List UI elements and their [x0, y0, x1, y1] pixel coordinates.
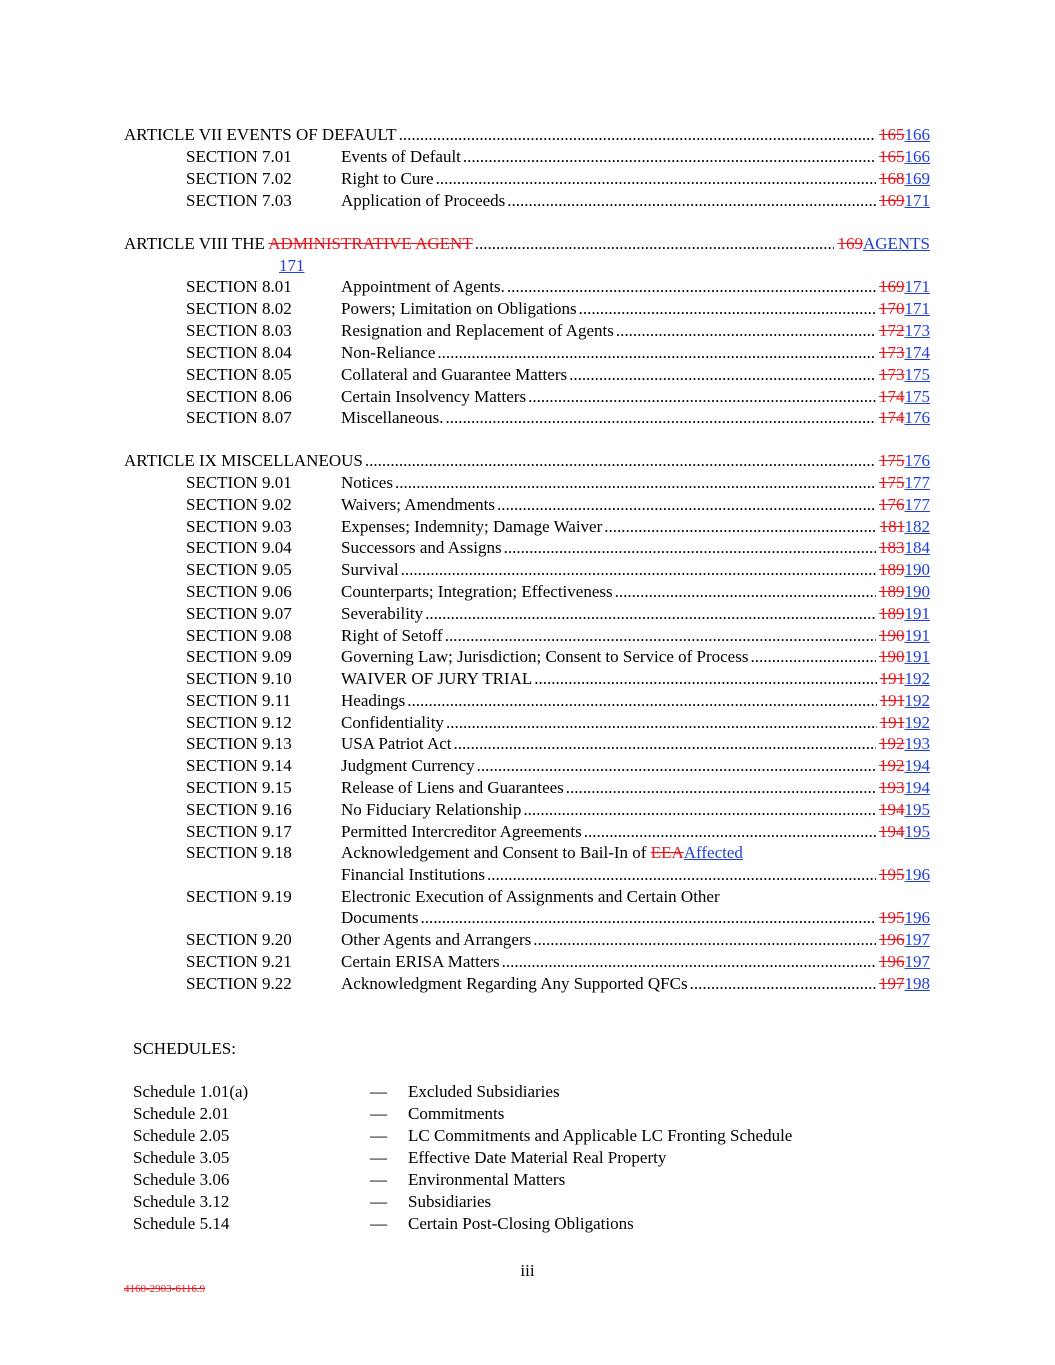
- schedule-name: Environmental Matters: [408, 1170, 566, 1189]
- section-title: Collateral and Guarantee Matters: [341, 365, 568, 384]
- schedule-dash: —: [370, 1148, 387, 1167]
- section-number: SECTION 9.06: [186, 582, 292, 601]
- section-title: Application of Proceeds: [341, 191, 506, 210]
- schedule-name: LC Commitments and Applicable LC Fronting Schedule: [408, 1126, 793, 1145]
- section-title: Powers; Limitation on Obligations: [341, 299, 577, 318]
- toc-section-8-03[interactable]: [0, 320, 1055, 342]
- toc-section-9-17[interactable]: [0, 821, 1055, 843]
- old-page-number: 168: [879, 169, 905, 188]
- section-title: Certain ERISA Matters: [341, 952, 500, 971]
- new-page-link[interactable]: 177: [904, 473, 930, 492]
- schedule-id: Schedule 2.01: [133, 1104, 230, 1123]
- section-title: No Fiduciary Relationship: [341, 800, 522, 819]
- schedule-name: Excluded Subsidiaries: [408, 1082, 560, 1101]
- new-page-link[interactable]: 192: [904, 691, 930, 710]
- section-number: SECTION 9.20: [186, 930, 292, 949]
- old-page-number: 196: [879, 952, 905, 971]
- toc-section-9-01[interactable]: [0, 472, 1055, 494]
- new-page-link[interactable]: 192: [904, 713, 930, 732]
- toc-section-9-06[interactable]: [0, 581, 1055, 603]
- old-page-number: 194: [879, 800, 905, 819]
- section-title: Expenses; Indemnity; Damage Waiver: [341, 517, 603, 536]
- old-page-number: 165: [879, 125, 905, 144]
- old-page-number: 172: [879, 321, 905, 340]
- old-page-number: 194: [879, 822, 905, 841]
- new-page-link[interactable]: 173: [904, 321, 930, 340]
- schedule-dash: —: [370, 1192, 387, 1211]
- new-page-link[interactable]: 171: [904, 299, 930, 318]
- old-page-number: 173: [879, 343, 905, 362]
- section-title: Successors and Assigns: [341, 538, 502, 557]
- section-title-line2: Financial Institutions: [341, 865, 486, 884]
- section-number: SECTION 9.09: [186, 647, 292, 666]
- schedule-dash: —: [370, 1170, 387, 1189]
- new-page-link[interactable]: 171: [904, 277, 930, 296]
- toc-section-9-08[interactable]: [0, 625, 1055, 647]
- toc-section-9-05[interactable]: [0, 559, 1055, 581]
- new-page-link[interactable]: 196: [904, 908, 930, 927]
- section-number: SECTION 9.16: [186, 800, 292, 819]
- toc-section-7-03[interactable]: [0, 190, 1055, 212]
- section-number: SECTION 9.21: [186, 952, 292, 971]
- article-title-inserted[interactable]: AGENTS: [862, 234, 930, 253]
- section-title: Judgment Currency: [341, 756, 475, 775]
- old-page-number: 191: [879, 713, 905, 732]
- schedule-id: Schedule 3.06: [133, 1170, 230, 1189]
- section-title-inserted[interactable]: Affected: [683, 843, 743, 862]
- new-page-link[interactable]: 195: [904, 822, 930, 841]
- new-page-link[interactable]: 194: [904, 778, 930, 797]
- section-title: Events of Default: [341, 147, 461, 166]
- old-page-number: 195: [879, 865, 905, 884]
- new-page-link[interactable]: 193: [904, 734, 930, 753]
- old-page-number: 191: [879, 691, 905, 710]
- toc-section-9-12[interactable]: [0, 712, 1055, 734]
- toc-section-8-04[interactable]: [0, 342, 1055, 364]
- old-page-number: 189: [879, 582, 905, 601]
- new-page-link[interactable]: 198: [904, 974, 930, 993]
- toc-section-9-09[interactable]: [0, 646, 1055, 668]
- old-page-number: 183: [879, 538, 905, 557]
- new-page-link[interactable]: 184: [904, 538, 930, 557]
- section-number: SECTION 9.18: [186, 843, 292, 862]
- new-page-link[interactable]: 197: [904, 952, 930, 971]
- schedule-id: Schedule 5.14: [133, 1214, 230, 1233]
- toc-section-9-21[interactable]: [0, 951, 1055, 973]
- schedule-id: Schedule 1.01(a): [133, 1082, 249, 1101]
- new-page-link[interactable]: 166: [904, 147, 930, 166]
- new-page-link[interactable]: 175: [904, 365, 930, 384]
- toc-section-8-06[interactable]: [0, 386, 1055, 408]
- section-number: SECTION 9.17: [186, 822, 292, 841]
- schedule-name: Certain Post-Closing Obligations: [408, 1214, 634, 1233]
- toc-section-8-05[interactable]: [0, 364, 1055, 386]
- section-number: SECTION 9.02: [186, 495, 292, 514]
- old-page-number: 170: [879, 299, 905, 318]
- old-page-number: 192: [879, 756, 905, 775]
- schedule-dash: —: [370, 1082, 387, 1101]
- toc-section-9-13[interactable]: [0, 733, 1055, 755]
- old-page-number: 197: [879, 974, 905, 993]
- section-title: Permitted Intercreditor Agreements: [341, 822, 582, 841]
- section-number: SECTION 9.01: [186, 473, 292, 492]
- new-page-link[interactable]: 169: [904, 169, 930, 188]
- section-number: SECTION 9.07: [186, 604, 292, 623]
- section-title: Acknowledgment Regarding Any Supported QFCs: [341, 974, 688, 993]
- old-page-number: 176: [879, 495, 905, 514]
- old-page-number: 192: [879, 734, 905, 753]
- toc-article-9[interactable]: [124, 450, 930, 472]
- section-title-line2: Documents: [341, 908, 419, 927]
- schedule-name: Effective Date Material Real Property: [408, 1148, 667, 1167]
- section-number: SECTION 9.04: [186, 538, 292, 557]
- toc-section-9-07[interactable]: [0, 603, 1055, 625]
- section-title: Headings: [341, 691, 406, 710]
- old-page-number: 190: [879, 647, 905, 666]
- schedule-dash: —: [370, 1126, 387, 1145]
- toc-section-9-20[interactable]: [0, 929, 1055, 951]
- toc-section-9-03[interactable]: [0, 516, 1055, 538]
- old-page-number: 195: [879, 908, 905, 927]
- section-title: Certain Insolvency Matters: [341, 387, 527, 406]
- section-number: SECTION 8.07: [186, 408, 292, 427]
- old-page-number: 175: [879, 451, 905, 470]
- article-title-deleted: ADMINISTRATIVE AGENT: [268, 234, 473, 253]
- section-number: SECTION 9.14: [186, 756, 292, 775]
- new-page-link[interactable]: 190: [904, 560, 930, 579]
- section-title: Severability: [341, 604, 424, 623]
- toc-section-8-01[interactable]: [0, 276, 1055, 298]
- toc-article-8[interactable]: [124, 233, 930, 255]
- old-page-number: 169: [879, 191, 905, 210]
- schedule-dash: —: [370, 1104, 387, 1123]
- section-title: Notices: [341, 473, 393, 492]
- new-page-link[interactable]: 171: [904, 191, 930, 210]
- old-page-number: 193: [879, 778, 905, 797]
- old-page-number: 181: [879, 517, 905, 536]
- toc-section-9-02[interactable]: [0, 494, 1055, 516]
- new-page-link[interactable]: 175: [904, 387, 930, 406]
- toc-section-9-16[interactable]: [0, 799, 1055, 821]
- toc-section-9-11[interactable]: [0, 690, 1055, 712]
- section-title: Release of Liens and Guarantees: [341, 778, 564, 797]
- section-number: SECTION 9.10: [186, 669, 292, 688]
- section-number: SECTION 9.03: [186, 517, 292, 536]
- section-number: SECTION 7.01: [186, 147, 292, 166]
- section-title: USA Patriot Act: [341, 734, 452, 753]
- section-number: SECTION 8.04: [186, 343, 292, 362]
- new-page-link[interactable]: 182: [904, 517, 930, 536]
- section-title: Right to Cure: [341, 169, 434, 188]
- section-title: Miscellaneous.: [341, 408, 444, 427]
- old-page-number: 165: [879, 147, 905, 166]
- old-page-number: 169: [879, 277, 905, 296]
- section-title: Right of Setoff: [341, 626, 443, 645]
- section-number: SECTION 9.15: [186, 778, 292, 797]
- article-title: ARTICLE VII EVENTS OF DEFAULT: [124, 125, 397, 144]
- schedule-id: Schedule 3.05: [133, 1148, 230, 1167]
- section-number: SECTION 9.12: [186, 713, 292, 732]
- section-title-deleted: EEA: [650, 843, 684, 862]
- old-page-number: 174: [879, 408, 905, 427]
- section-number: SECTION 9.11: [186, 691, 292, 710]
- old-page-number: 173: [879, 365, 905, 384]
- document-id: 4160-2903-6116.9: [124, 1283, 206, 1295]
- section-number: SECTION 9.19: [186, 887, 292, 906]
- section-number: SECTION 8.01: [186, 277, 292, 296]
- new-page-link[interactable]: 171: [279, 256, 305, 275]
- schedule-id: Schedule 3.12: [133, 1192, 230, 1211]
- toc-section-9-22[interactable]: [0, 973, 1055, 995]
- toc-section-9-19[interactable]: [0, 886, 1055, 908]
- section-number: SECTION 9.05: [186, 560, 292, 579]
- new-page-link[interactable]: 191: [904, 604, 930, 623]
- new-page-link[interactable]: 197: [904, 930, 930, 949]
- new-page-link[interactable]: 195: [904, 800, 930, 819]
- section-number: SECTION 7.03: [186, 191, 292, 210]
- toc-article-8-page-line: [279, 255, 305, 277]
- new-page-link[interactable]: 174: [904, 343, 930, 362]
- old-page-number: 174: [879, 387, 905, 406]
- section-title: Survival: [341, 560, 399, 579]
- new-page-link[interactable]: 196: [904, 865, 930, 884]
- section-title-line1: Electronic Execution of Assignments and Certain Other: [341, 887, 720, 906]
- old-page-number: 191: [879, 669, 905, 688]
- section-title: Waivers; Amendments: [341, 495, 495, 514]
- section-title: WAIVER OF JURY TRIAL: [341, 669, 533, 688]
- toc-section-9-04[interactable]: [0, 537, 1055, 559]
- old-page-number: 190: [879, 626, 905, 645]
- new-page-link[interactable]: 192: [904, 669, 930, 688]
- schedules-heading: SCHEDULES:: [133, 1039, 236, 1058]
- new-page-link[interactable]: 176: [904, 408, 930, 427]
- section-number: SECTION 7.02: [186, 169, 292, 188]
- schedule-name: Subsidiaries: [408, 1192, 492, 1211]
- new-page-link[interactable]: 194: [904, 756, 930, 775]
- new-page-link[interactable]: 191: [904, 647, 930, 666]
- section-number: SECTION 8.06: [186, 387, 292, 406]
- toc-section-9-10[interactable]: [0, 668, 1055, 690]
- section-number: SECTION 8.05: [186, 365, 292, 384]
- new-page-link[interactable]: 176: [904, 451, 930, 470]
- old-page-number: 196: [879, 930, 905, 949]
- new-page-link[interactable]: 166: [904, 125, 930, 144]
- section-title: Non-Reliance: [341, 343, 436, 362]
- section-number: SECTION 9.08: [186, 626, 292, 645]
- article-title: ARTICLE IX MISCELLANEOUS: [124, 451, 363, 470]
- new-page-link[interactable]: 177: [904, 495, 930, 514]
- new-page-link[interactable]: 191: [904, 626, 930, 645]
- section-title: Governing Law; Jurisdiction; Consent to Service of Process: [341, 647, 749, 666]
- new-page-link[interactable]: 190: [904, 582, 930, 601]
- section-title: Appointment of Agents.: [341, 277, 505, 296]
- old-page-number: 189: [879, 560, 905, 579]
- section-number: SECTION 9.13: [186, 734, 292, 753]
- toc-section-9-19-cont[interactable]: [0, 907, 1055, 929]
- toc-section-8-07[interactable]: [0, 407, 1055, 429]
- section-title-line1: Acknowledgement and Consent to Bail-In of: [341, 843, 651, 862]
- toc-section-9-14[interactable]: [0, 755, 1055, 777]
- section-number: SECTION 8.02: [186, 299, 292, 318]
- toc-section-7-01[interactable]: [0, 146, 1055, 168]
- section-title: Other Agents and Arrangers: [341, 930, 532, 949]
- section-title: Confidentiality: [341, 713, 444, 732]
- section-title: Resignation and Replacement of Agents: [341, 321, 614, 340]
- toc-section-9-18-cont[interactable]: [0, 864, 1055, 886]
- toc-section-7-02[interactable]: [0, 168, 1055, 190]
- schedule-dash: —: [370, 1214, 387, 1233]
- old-page-number: 169: [837, 234, 863, 253]
- article-title-prefix: ARTICLE VIII THE: [124, 234, 269, 253]
- old-page-number: 175: [879, 473, 905, 492]
- toc-section-9-18[interactable]: [0, 842, 1055, 864]
- section-title: Counterparts; Integration; Effectiveness: [341, 582, 613, 601]
- toc-section-9-15[interactable]: [0, 777, 1055, 799]
- schedule-id: Schedule 2.05: [133, 1126, 230, 1145]
- section-number: SECTION 8.03: [186, 321, 292, 340]
- schedule-name: Commitments: [408, 1104, 505, 1123]
- page-number: iii: [520, 1261, 535, 1280]
- toc-section-8-02[interactable]: [0, 298, 1055, 320]
- old-page-number: 189: [879, 604, 905, 623]
- section-number: SECTION 9.22: [186, 974, 292, 993]
- toc-article-7[interactable]: [124, 124, 930, 146]
